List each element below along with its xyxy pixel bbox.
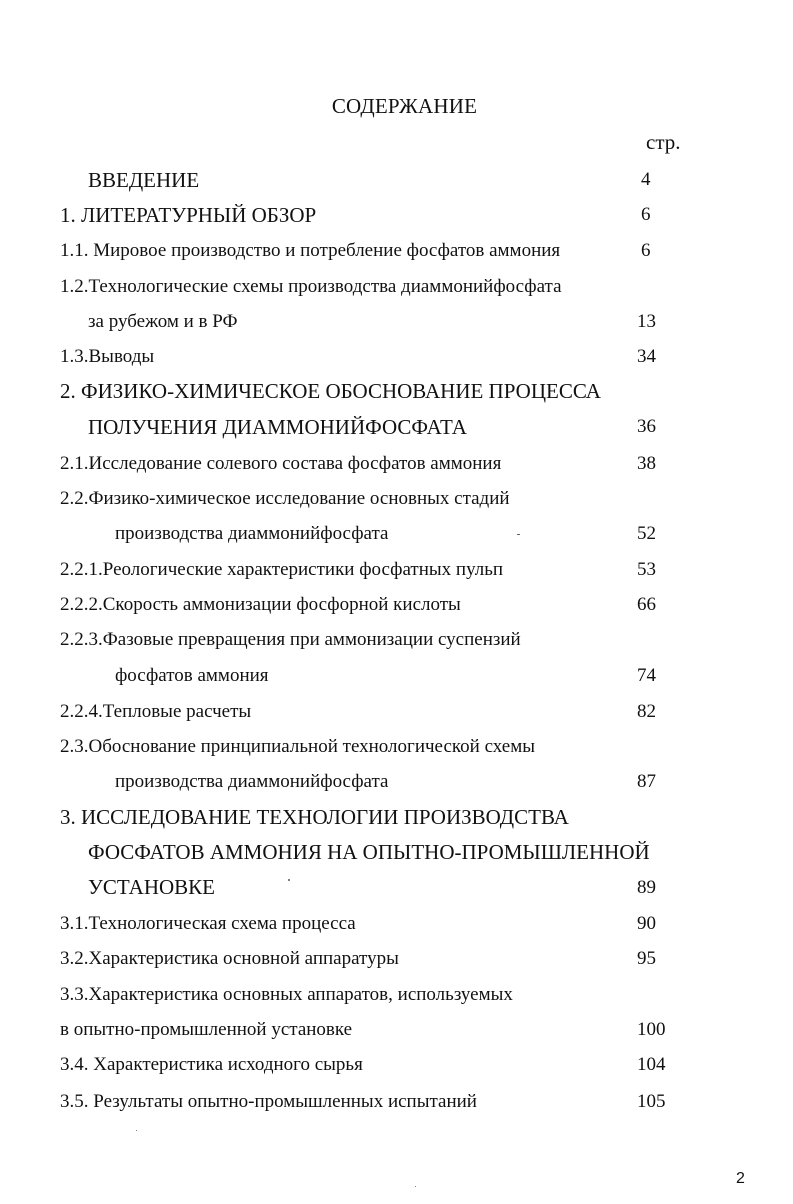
toc-entry-page: 6 [641, 240, 651, 261]
toc-entry-text: 1. ЛИТЕРАТУРНЫЙ ОБЗОР [60, 203, 317, 227]
toc-entry-page: 6 [641, 204, 651, 225]
toc-entry-text: 3.5. Результаты опытно-промышленных испытаний [60, 1091, 477, 1112]
toc-entry-text: 3.4. Характеристика исходного сырья [60, 1054, 363, 1075]
toc-entry-page: 13 [637, 311, 656, 332]
toc-entry-page: 100 [637, 1019, 666, 1040]
scan-speck [136, 1130, 137, 1131]
toc-entry-page: 89 [637, 877, 656, 898]
toc-entry-page: 36 [637, 416, 656, 437]
page-column-label: стр. [646, 130, 681, 154]
toc-entry-text: 2.2.1.Реологические характеристики фосфатных пульп [60, 559, 504, 580]
page-number: 2 [736, 1170, 745, 1187]
toc-entry-text: 2.2.3.Фазовые превращения при аммонизации суспензий [60, 629, 521, 650]
toc-entry-page: 52 [637, 523, 656, 544]
scan-speck [517, 534, 520, 535]
toc-entry-text: 1.1. Мировое производство и потребление фосфатов аммония [60, 240, 561, 261]
toc-entry-text: 2.2.Физико-химическое исследование основных стадий [60, 488, 510, 509]
toc-entry-text: 2.1.Исследование солевого состава фосфатов аммония [60, 453, 502, 474]
toc-entry-page: 104 [637, 1054, 666, 1075]
toc-entry-text: УСТАНОВКЕ [88, 875, 215, 899]
toc-entry-page: 53 [637, 559, 656, 580]
toc-entry-text: производства диаммонийфосфата [115, 771, 389, 792]
toc-entry-text: 2.2.4.Тепловые расчеты [60, 701, 252, 722]
toc-entry-page: 82 [637, 701, 656, 722]
toc-title: СОДЕРЖАНИЕ [331, 94, 478, 118]
toc-entry-text: 2.2.2.Скорость аммонизации фосфорной кислоты [60, 594, 461, 615]
toc-entry-text: 2. ФИЗИКО-ХИМИЧЕСКОЕ ОБОСНОВАНИЕ ПРОЦЕССА [60, 379, 601, 403]
toc-entry-text: производства диаммонийфосфата [115, 523, 389, 544]
toc-entry-text: 1.3.Выводы [60, 346, 155, 367]
toc-entry-page: 4 [641, 169, 651, 190]
toc-entry-text: ФОСФАТОВ АММОНИЯ НА ОПЫТНО-ПРОМЫШЛЕННОЙ [88, 840, 650, 864]
toc-entry-page: 38 [637, 453, 656, 474]
toc-entry-page: 95 [637, 948, 656, 969]
toc-entry-text: 3.1.Технологическая схема процесса [60, 913, 356, 934]
toc-entry-text: ВВЕДЕНИЕ [88, 168, 200, 192]
toc-entry-text: 3.3.Характеристика основных аппаратов, используемых [60, 984, 513, 1005]
toc-entry-text: 3.2.Характеристика основной аппаратуры [60, 948, 399, 969]
toc-entry-text: 2.3.Обоснование принципиальной технологической схемы [60, 736, 535, 757]
toc-entry-page: 74 [637, 665, 656, 686]
toc-entry-page: 90 [637, 913, 656, 934]
toc-entry-text: фосфатов аммония [115, 665, 269, 686]
toc-entry-page: 105 [637, 1091, 666, 1112]
toc-entry-text: 3. ИССЛЕДОВАНИЕ ТЕХНОЛОГИИ ПРОИЗВОДСТВА [60, 805, 569, 829]
toc-entry-page: 34 [637, 346, 656, 367]
scan-speck [415, 1186, 416, 1187]
toc-entry-page: 87 [637, 771, 656, 792]
toc-entry-text: ПОЛУЧЕНИЯ ДИАММОНИЙФОСФАТА [88, 415, 467, 439]
toc-entry-text: 1.2.Технологические схемы производства диаммонийфосфата [60, 276, 562, 297]
scan-speck [288, 879, 290, 881]
toc-entry-text: за рубежом и в РФ [88, 311, 238, 332]
toc-entry-text: в опытно-промышленной установке [60, 1019, 353, 1040]
toc-entry-page: 66 [637, 594, 656, 615]
